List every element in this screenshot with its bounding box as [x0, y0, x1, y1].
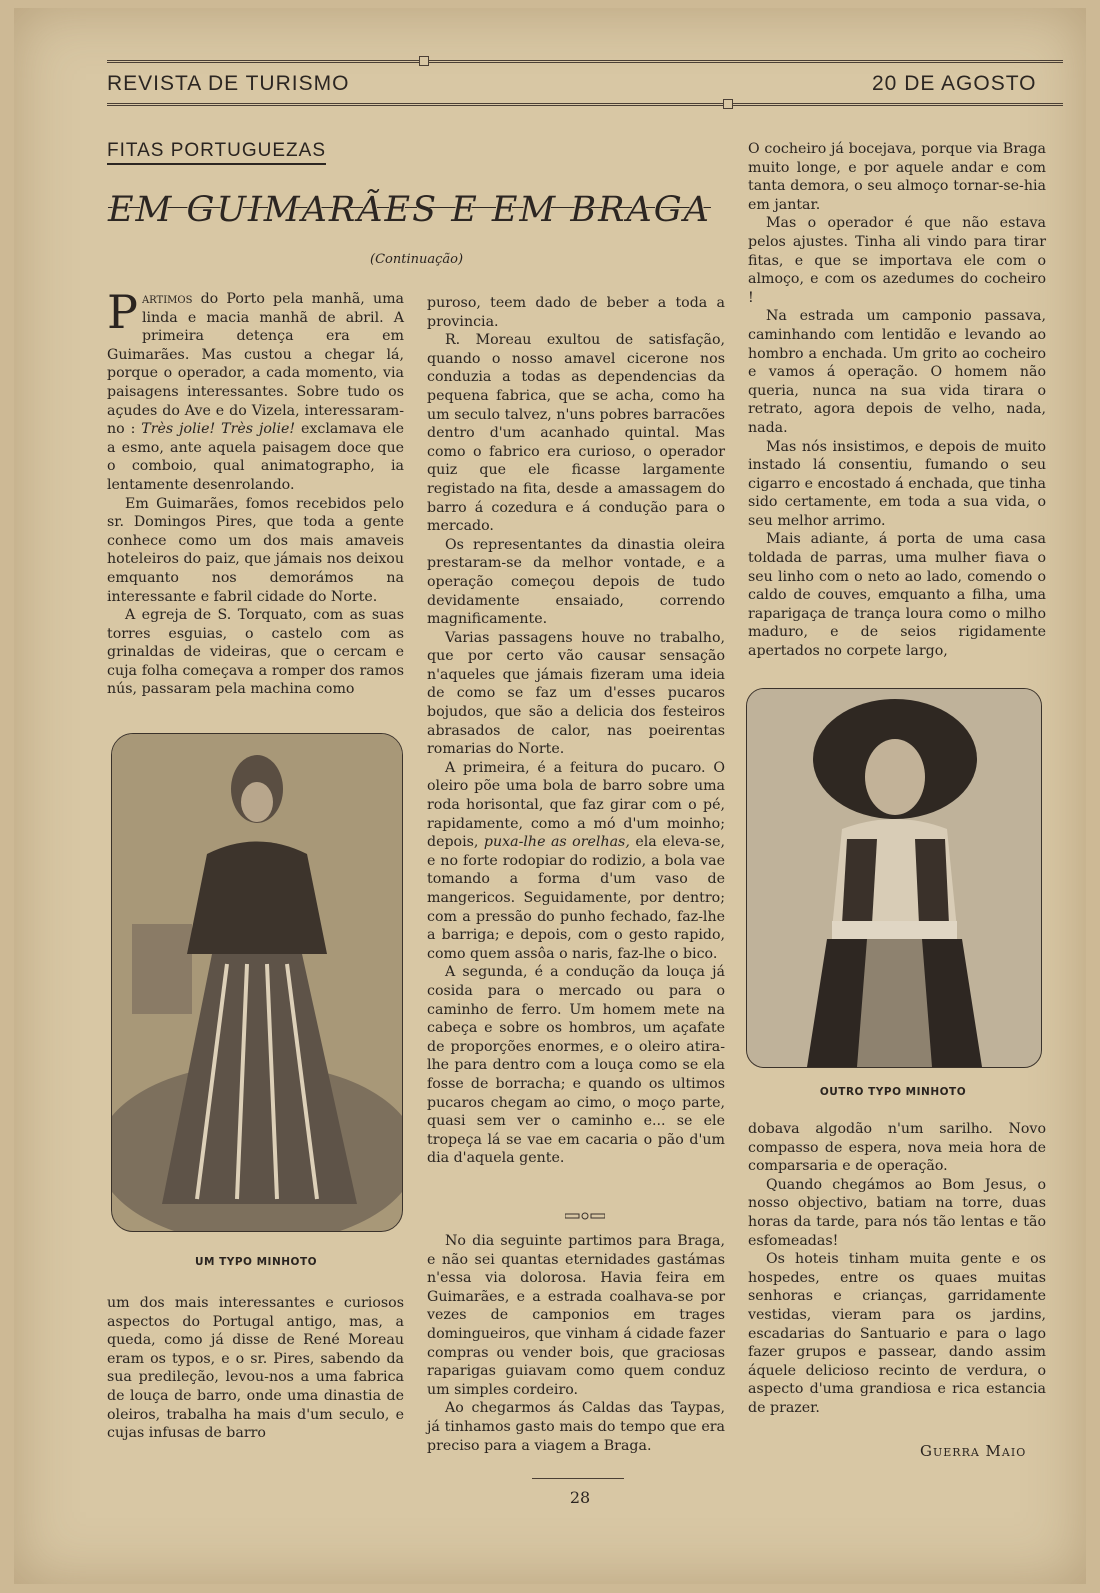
issue-date: 20 DE AGOSTO [872, 72, 1037, 95]
girl-illustration [747, 689, 1041, 1067]
paragraph: Em Guimarães, fomos recebidos pelo sr. Domingos Pires, que toda a gente conhece como um dos mais amaveis hoteleiros do paiz, que jámais nos deixou emquanto nos demorámos na interessante e fabril cidade do Norte. [107, 495, 404, 605]
paragraph: Quando chegámos ao Bom Jesus, o nosso objectivo, batiam na torre, duas horas da tarde, para nós tão lentas e tão esfomeadas! [748, 1176, 1046, 1249]
paragraph: A egreja de S. Torquato, com as suas torres esguias, o castelo com as grinaldas de videiras, que o cercam e cuja folha começava a romper dos ramos nús, passaram pela machina como [107, 607, 404, 698]
text: exclamava ele a esmo, ante aquela paisagem doce que o comboio, qual animatographo, ia lentamente desenrolando. [107, 421, 404, 493]
magazine-title: REVISTA DE TURISMO [107, 72, 350, 95]
paragraph: R. Moreau exultou de satisfação, quando o nosso amavel cicerone nos conduzia a todas as dependencias da pequena fabrica, que se acha, como ha um seculo talvez, n'uns pobres barracões dentro d'um acanhado quintal. Mas como o fabrico era curioso, o operador quiz que ele ficasse largamente registado na fita, desde a amassagem do barro á cozedura e á condução para o mercado. [427, 332, 725, 535]
paragraph: No dia seguinte partimos para Braga, e não sei quantas eternidades gastámas n'essa via dolorosa. Havia feira em Guimarães, e a estrada coalhava-se por vezes de camponios em trages domingueiros, que vinham á cidade fazer compras ou vender bois, que graciosas raparigas guiavam como quem conduz um simples cordeiro. [427, 1233, 725, 1398]
header-rule-top [107, 60, 1063, 63]
italic-text: puxa-lhe as orelhas, [478, 834, 630, 851]
text: do Porto pela manhã, uma linda e macia manhã de abril. A primeira detença era em Guimarães. Mas custou a chegar lá, porque o operador, a cada momento, via paisagens interessantes. Sobre tudo os açudes do Ave e do Vizela, interessaram-no : [107, 291, 404, 438]
paragraph: um dos mais interessantes e curiosos aspectos do Portugal antigo, mas, a queda, como já disse de René Moreau eram os typos, e o sr. Pires, sabendo da sua predileção, levou-nos a uma fabrica de louça de barro, onde uma dinastia de oleiros, trabalha ha mais d'um seculo, e cujas infusas de barro [107, 1295, 404, 1442]
paragraph [107, 285, 404, 495]
paragraph: dobava algodão n'um sarilho. Novo compasso de espera, nova meia hora de comparsaria e de operação. [748, 1121, 1046, 1175]
column-2-bottom [427, 1232, 725, 1455]
paragraph: Os hoteis tinham muita gente e os hospedes, entre os quaes muitas senhoras e crianças, garridamente vestidas, vieram para os jardins, escadarias do Santuario e para o lago fazer grupos e passear, dando assim áquele delicioso recinto de verdura, o aspecto d'uma grandiosa e rica estancia de prazer. [748, 1251, 1046, 1416]
photo-caption: UM TYPO MINHOTO [194, 1256, 318, 1268]
paragraph [427, 759, 725, 964]
paragraph: Os representantes da dinastia oleira prestaram-se da melhor vontade, e a operação começou depois de tudo devidamente ensaiado, correndo magnificamente. [427, 536, 725, 628]
page-number: 28 [569, 1488, 591, 1507]
paragraph: Mais adiante, á porta de uma casa toldada de parras, uma mulher fiava o seu linho com o neto ao lado, comendo o caldo de couves, emquanto a filha, uma raparigaça de trança loura como o milho maduro, e de seios rigidamente apertados no corpete largo, [748, 531, 1046, 660]
header-rule-bottom [107, 103, 1063, 106]
text: ela eleva-se, e no forte rodopiar do rodizio, a bola vae tomando a forma d'um vaso de mangericos. Seguidamente, por dentro; com a pressão do punho fechado, faz-lhe a barriga; e depois, com o gesto rapido, como quem assôa o naris, faz-lhe o bico. [427, 834, 725, 962]
paragraph: Mas nós insistimos, e depois de muito instado lá consentiu, fumando o seu cigarro e encostado á enchada, que tinha sido certamente, em toda a sua vida, o seu melhor arrimo. [748, 438, 1046, 529]
column-1-bottom [107, 1294, 404, 1443]
paragraph: Na estrada um camponio passava, caminhando com lentidão e levando ao hombro a enchada. Um grito ao cocheiro e vamos á operação. O homem não queria, nunca na sua vida tirara o retrato, agora depois de velho, nada, nada. [748, 308, 1046, 436]
text: A primeira, é a feitura do pucaro. O oleiro põe uma bola de barro sobre uma roda horisontal, que faz girar com o pé, rapidamente, como a mó d'um moinho; depois, [427, 759, 725, 851]
rule-ornament [723, 99, 733, 109]
photo-minho-girl [746, 688, 1042, 1068]
smallcaps-text: artimos [141, 291, 193, 307]
photo-caption: OUTRO TYPO MINHOTO [819, 1086, 967, 1098]
paragraph: O cocheiro já bocejava, porque via Braga muito longe, e por aquele andar e com tanta demora, o seu almoço tornar-se-hia em jantar. [748, 141, 1046, 213]
paragraph: puroso, teem dado de beber a toda a provincia. [427, 295, 725, 330]
column-2 [427, 294, 725, 1168]
column-3 [748, 140, 1046, 661]
woman-illustration [112, 734, 402, 1231]
column-1 [107, 285, 404, 699]
paragraph: Mas o operador é que não estava pelos ajustes. Tinha ali vindo para tirar fitas, e que se importava ele com o almoço, e com os azedumes do cocheiro ! [748, 215, 1046, 306]
dropcap: P [107, 285, 138, 339]
author-signature: Guerra Maio [920, 1442, 1027, 1460]
paragraph: Varias passagens houve no trabalho, que por certo vão causar sensação n'aqueles que jámais fizeram uma ideia de como se faz um d'esses pucaros bojudos, que são a delicia dos festeiros abrasados de calor, nas poeirentas romarias do Norte. [427, 629, 725, 758]
section-divider [565, 1212, 605, 1220]
paragraph: A segunda, é a condução da louça já cosida para o mercado ou para o caminho de ferro. Um homem mete na cabeça e sobre os hombros, um açafate de proporções enormes, e o oleiro atira-lhe para dentro com a louça como se ela fosse de borracha; e quando os ultimos pucaros chegam ao cimo, o moço parte, quasi sem ver o caminho e... se ele tropeça lá se vae em cacaria o pão d'um dia d'aquela gente. [427, 964, 725, 1167]
continuation-note: (Continuação) [370, 252, 464, 267]
photo-minho-woman [111, 733, 403, 1232]
column-3-bottom [748, 1120, 1046, 1418]
italic-text: Très jolie! Très jolie! [135, 421, 296, 438]
article-title: EM GUIMARÃES E EM BRAGA [108, 190, 711, 230]
section-heading: FITAS PORTUGUEZAS [107, 140, 326, 165]
page-number-rule [532, 1478, 624, 1479]
rule-ornament [419, 56, 429, 66]
paragraph: Ao chegarmos ás Caldas das Taypas, já tinhamos gasto mais do tempo que era preciso para a viagem a Braga. [427, 1400, 725, 1454]
